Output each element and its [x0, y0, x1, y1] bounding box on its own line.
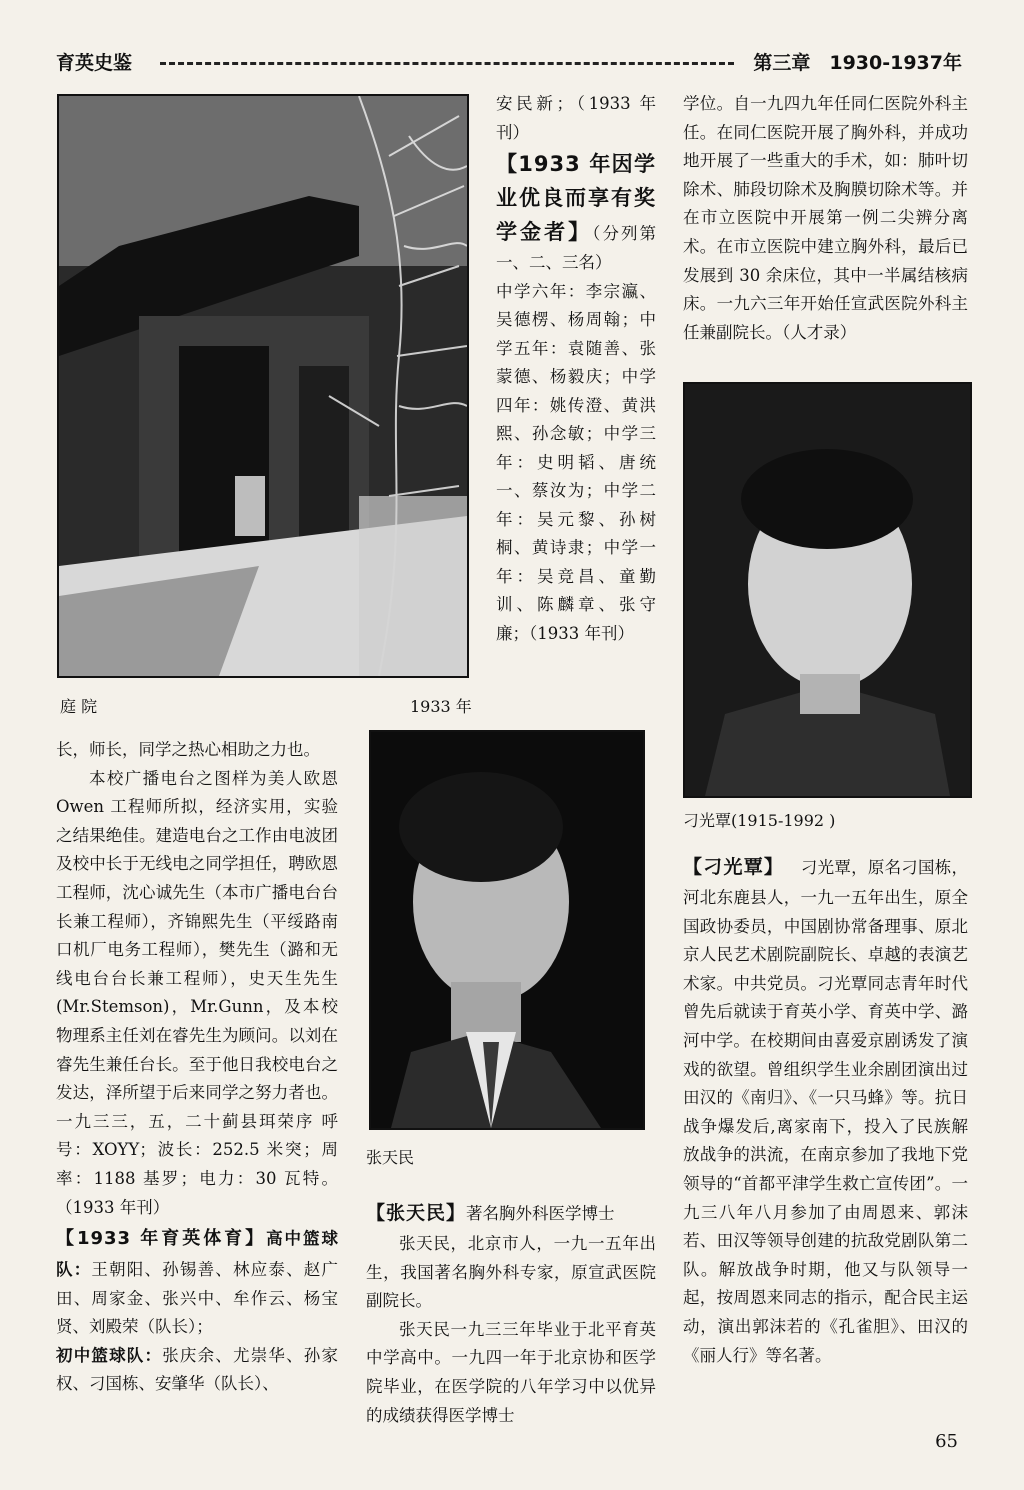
page-number: 65 — [935, 1431, 958, 1452]
zhang-heading: 【张天民】 — [366, 1202, 467, 1224]
column-3-bottom-text — [683, 850, 968, 1370]
year-caption: 1933 年 — [410, 697, 472, 716]
hs-basketball-label: 高中篮球队： — [56, 1229, 338, 1280]
diao-guangtan-portrait — [683, 382, 972, 798]
diao-guangtan-caption: 刁光覃(1915-1992 ) — [683, 811, 836, 830]
scholarship-heading: 【1933 年因学业优良而享有奖学金者】 — [496, 152, 656, 244]
hs-basketball-roster: 王朝阳、孙锡善、林应泰、赵广田、周家金、张兴中、牟作云、杨宝贤、刘殿荣（队长）； — [56, 1260, 339, 1337]
radio-station-paragraph: 本校广播电台之图样为美人欧恩 Owen 工程师所拟，经济实用，实验之结果绝佳。建造电台之工作由电波团及校中长于无线电之同学担任，聘欧恩工程师，沈心诚先生（本市广播电台台长兼工程师），齐锦熙先生（平绥路南口机厂电务工程师），樊先生（潞和无线电台台长兼工程师），史天生先生(Mr.Stemson)，Mr.Gunn，及本校物理系主任刘在睿先生为顾问。以刘在睿先生兼任台长。至于他日我校电台之发达，泽所望于后来同学之努力者也。一九三三，五，二十蓟县珥荣序 呼号：XOYY；波长：252.5 米突；周率：1188 基罗；电力：30 瓦特。（1933 年刊） — [56, 768, 338, 1217]
column-1-text — [56, 736, 338, 1399]
ms-basketball-section — [56, 1342, 338, 1399]
courtyard-caption: 庭 院 — [60, 697, 98, 716]
diao-text: 刁光覃，原名刁国栋，河北东鹿县人，一九一五年出生，原全国政协委员，中国剧协常备理事、原北京人民艺术剧院副院长、卓越的表演艺术家。中共党员。刁光覃同志青年时代曾先后就读于育英小学、育英中学、潞河中学。在校期间由喜爱京剧诱发了演戏的欲望。曾组织学生业余剧团演出过田汉的《南归》、《一只马蜂》等。抗日战争爆发后,离家南下，投入了民族解放战争的洪流，在南京参加了我地下党领导的“首都平津学生救亡宣传团”。一九三八年八月参加了由周恩来、郭沫若、田汉等领导创建的抗敌党剧队第二队。解放战争时期，他又与队领导一起，按周恩来同志的指示，配合民主运动，演出郭沫若的《孔雀胆》、田汉的《丽人行》等名著。 — [683, 858, 968, 1365]
scholarship-note: （分列第一、二、三名） — [496, 224, 657, 272]
courtyard-photo — [57, 94, 469, 678]
scholarship-section — [496, 147, 656, 278]
running-header-chapter: 第三章 1930-1937年 — [753, 52, 962, 74]
scholarship-list: 中学六年：李宗瀛、吴德楞、杨周翰；中学五年：袁随善、张蒙德、杨毅庆；中学四年：姚传澄、黄洪熙、孙念敏；中学三年：史明韬、唐统一、蔡汝为；中学二年：吴元黎、孙树桐、黄诗隶；中学一年：吴竞昌、童勤训、陈麟章、张守廉；（1933 年刊） — [496, 281, 656, 643]
sports-section — [56, 1222, 338, 1342]
radio-station-end: 长，师长，同学之热心相助之力也。 — [56, 740, 320, 759]
zhang-tianmin-caption: 张天民 — [366, 1148, 415, 1167]
diao-heading: 【刁光覃】 — [683, 856, 785, 878]
zhang-paragraph-1: 张天民，北京市人，一九一五年出生，我国著名胸外科专家，原宣武医院副院长。 — [366, 1234, 656, 1311]
col2-intro: 安民新；（1933 年刊） — [496, 94, 656, 142]
sports-heading: 【1933 年育英体育】 — [56, 1228, 267, 1250]
zhang-tianmin-portrait — [369, 730, 645, 1130]
zhang-continued: 学位。自一九四九年任同仁医院外科主任。在同仁医院开展了胸外科，并成功地开展了一些重大的手术，如：肺叶切除术、肺段切除术及胸膜切除术等。并在市立医院中开展第一例二尖辨分离术。在市立医院中建立胸外科，最后已发展到 30 余床位，其中一半属结核病床。一九六三年开始任宣武医院外科主任兼副院长。（人才录） — [683, 94, 968, 342]
ms-basketball-label: 初中篮球队： — [56, 1345, 163, 1365]
zhang-title: 著名胸外科医学博士 — [466, 1204, 615, 1223]
diao-paragraph — [683, 850, 968, 1370]
column-2-top-text — [496, 90, 656, 648]
zhang-paragraph-2: 张天民一九三三年毕业于北平育英中学高中。一九四一年于北京协和医学院毕业，在医学院的八年学习中以优异的成绩获得医学博士 — [366, 1319, 656, 1425]
running-header-book-title: 育英史鉴 — [56, 52, 133, 74]
zhang-heading-line — [366, 1196, 656, 1230]
header-dashed-rule — [160, 62, 734, 65]
ms-basketball-roster: 张庆余、尤崇华、孙家权、刁国栋、安肇华（队长）、 — [56, 1345, 339, 1394]
column-2-bottom-text — [366, 1196, 656, 1430]
column-3-top-text — [683, 90, 968, 347]
